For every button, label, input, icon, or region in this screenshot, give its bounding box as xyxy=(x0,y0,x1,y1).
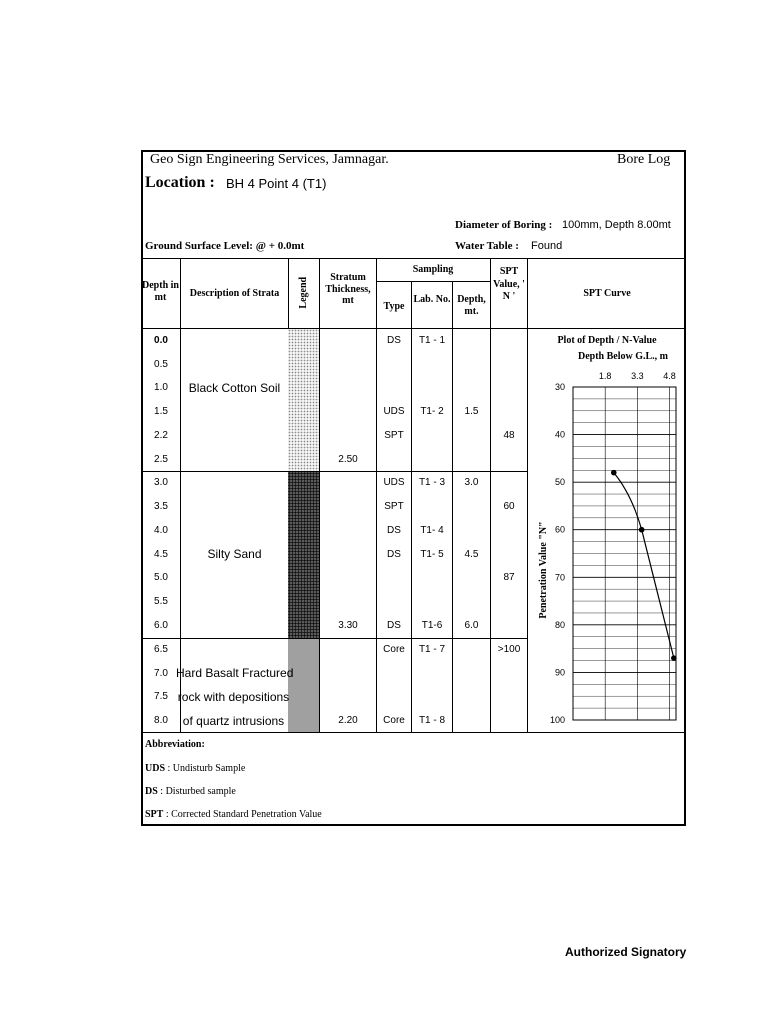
strata-description: Black Cotton Soil xyxy=(188,381,281,395)
sample-lab-no: T1- 4 xyxy=(420,525,444,536)
authorized-signatory: Authorized Signatory xyxy=(565,945,687,959)
col-header-depth: Depth in mt xyxy=(142,280,179,303)
strata-description-line: Hard Basalt Fractured xyxy=(176,666,294,680)
depth-value: 3.5 xyxy=(154,501,168,512)
y-tick-label: 60 xyxy=(554,524,565,535)
strata-divider-2 xyxy=(141,638,528,639)
sample-type: DS xyxy=(387,525,401,536)
chart-title: Plot of Depth / N-Value xyxy=(557,335,657,346)
depth-value: 6.5 xyxy=(154,644,168,655)
depth-value: 1.5 xyxy=(154,406,168,417)
sample-depth: 3.0 xyxy=(464,477,479,488)
legend-black-cotton-soil xyxy=(288,329,319,471)
sample-type: UDS xyxy=(383,406,405,417)
col-header-legend: Legend xyxy=(297,276,309,309)
x-tick-label: 3.3 xyxy=(631,371,644,381)
chart-y-axis-label: Penetration Value "N" xyxy=(538,521,549,619)
abbreviation-text: : Disturbed sample xyxy=(157,786,236,797)
depth-value: 7.0 xyxy=(154,668,168,679)
abbreviation-text: : Corrected Standard Penetration Value xyxy=(163,809,322,820)
table-top-rule xyxy=(141,258,686,259)
sample-type: Core xyxy=(383,644,405,655)
diameter-value: 100mm, Depth 8.00mt xyxy=(562,219,671,231)
y-tick-label: 40 xyxy=(554,429,565,440)
depth-value: 0.5 xyxy=(154,359,168,370)
water-table-label: Water Table : xyxy=(455,240,519,252)
sample-type: DS xyxy=(387,335,401,346)
sampling-sub-rule xyxy=(376,281,490,282)
strata-description-line: of quartz intrusions xyxy=(182,714,285,728)
x-tick-label: 4.8 xyxy=(663,371,676,381)
col-header-thickness: Stratum Thickness, mt xyxy=(325,272,371,306)
depth-value: 5.0 xyxy=(154,572,168,583)
spt-value: >100 xyxy=(497,644,521,655)
depth-value: 7.5 xyxy=(154,691,168,702)
spt-value: 48 xyxy=(503,430,515,441)
y-tick-label: 90 xyxy=(554,667,565,678)
col-rule xyxy=(319,258,320,732)
strata-description: Silty Sand xyxy=(207,547,262,561)
ground-surface-level: Ground Surface Level: @ + 0.0mt xyxy=(145,240,305,252)
sample-lab-no: T1- 5 xyxy=(420,549,444,560)
sample-type: DS xyxy=(387,549,401,560)
abbreviation-item xyxy=(145,764,245,774)
abbreviation-item xyxy=(145,787,236,797)
depth-value: 4.5 xyxy=(154,549,168,560)
spt-data-point xyxy=(611,470,617,476)
spt-value: 60 xyxy=(503,501,515,512)
spt-value: 87 xyxy=(503,572,515,583)
abbreviation-code: SPT xyxy=(145,809,164,820)
stratum-thickness: 3.30 xyxy=(338,620,358,631)
col-header-spt-curve: SPT Curve xyxy=(583,288,631,299)
stratum-thickness: 2.50 xyxy=(338,454,358,465)
sample-type: DS xyxy=(387,620,401,631)
sample-lab-no: T1 - 1 xyxy=(418,335,446,346)
legend-hard-basalt xyxy=(288,639,319,732)
sample-lab-no: T1 - 3 xyxy=(418,477,446,488)
company-name: Geo Sign Engineering Services, Jamnagar. xyxy=(150,152,389,167)
col-rule xyxy=(411,281,412,732)
col-rule xyxy=(180,258,181,732)
abbreviation-code: DS xyxy=(145,786,158,797)
spt-data-point xyxy=(639,527,645,533)
depth-value: 6.0 xyxy=(154,620,168,631)
location-value: BH 4 Point 4 (T1) xyxy=(226,176,327,191)
col-header-sampling: Sampling xyxy=(412,264,454,275)
abbreviation-code: UDS xyxy=(145,763,166,774)
depth-value: 0.0 xyxy=(154,335,168,346)
abbreviation-item xyxy=(145,810,322,820)
location-label: Location : xyxy=(145,174,215,191)
y-tick-label: 100 xyxy=(549,715,565,725)
y-tick-label: 80 xyxy=(554,619,565,630)
legend-silty-sand xyxy=(288,472,319,638)
sample-lab-no: T1 - 8 xyxy=(418,715,446,726)
depth-value: 3.0 xyxy=(154,477,168,488)
y-tick-label: 30 xyxy=(554,382,565,392)
spt-curve-chart xyxy=(528,362,686,732)
depth-value: 2.2 xyxy=(154,430,168,441)
sample-lab-no: T1-6 xyxy=(421,620,443,631)
col-header-type: Type xyxy=(383,301,405,312)
diameter-label: Diameter of Boring : xyxy=(455,219,553,231)
sample-depth: 4.5 xyxy=(464,549,479,560)
chart-subtitle: Depth Below G.L., m xyxy=(578,351,668,362)
abbreviation-text: : Undisturb Sample xyxy=(165,763,246,774)
sample-type: Core xyxy=(383,715,405,726)
col-header-description: Description of Strata xyxy=(189,288,280,299)
depth-value: 1.0 xyxy=(154,382,168,393)
y-tick-label: 50 xyxy=(554,477,565,488)
depth-value: 8.0 xyxy=(154,715,168,726)
y-tick-label: 70 xyxy=(554,572,565,583)
depth-value: 2.5 xyxy=(154,454,168,465)
sample-depth: 6.0 xyxy=(464,620,479,631)
document-type: Bore Log xyxy=(617,152,671,167)
sample-type: SPT xyxy=(384,430,404,441)
strata-description-line: rock with depositions xyxy=(177,690,290,704)
sample-type: SPT xyxy=(384,501,404,512)
col-header-spt-value: SPT Value, ' N ' xyxy=(493,266,525,302)
depth-value: 5.5 xyxy=(154,596,168,607)
stratum-thickness: 2.20 xyxy=(338,715,358,726)
abbreviation-title: Abbreviation: xyxy=(145,739,205,750)
spt-data-point xyxy=(671,655,677,661)
sample-type: UDS xyxy=(383,477,405,488)
sample-lab-no: T1 - 7 xyxy=(418,644,446,655)
col-rule xyxy=(376,258,377,732)
depth-value: 4.0 xyxy=(154,525,168,536)
sample-depth: 1.5 xyxy=(464,406,479,417)
table-bottom-rule xyxy=(141,732,686,733)
x-tick-label: 1.8 xyxy=(598,371,612,381)
sample-lab-no: T1- 2 xyxy=(420,406,444,417)
header-bottom-rule xyxy=(141,328,686,329)
col-rule xyxy=(452,281,453,732)
col-header-lab-no: Lab. No. xyxy=(413,294,451,305)
col-header-sample-depth: Depth, mt. xyxy=(457,294,486,317)
strata-divider-1 xyxy=(141,471,528,472)
col-rule xyxy=(490,258,491,732)
water-table-value: Found xyxy=(531,240,563,252)
